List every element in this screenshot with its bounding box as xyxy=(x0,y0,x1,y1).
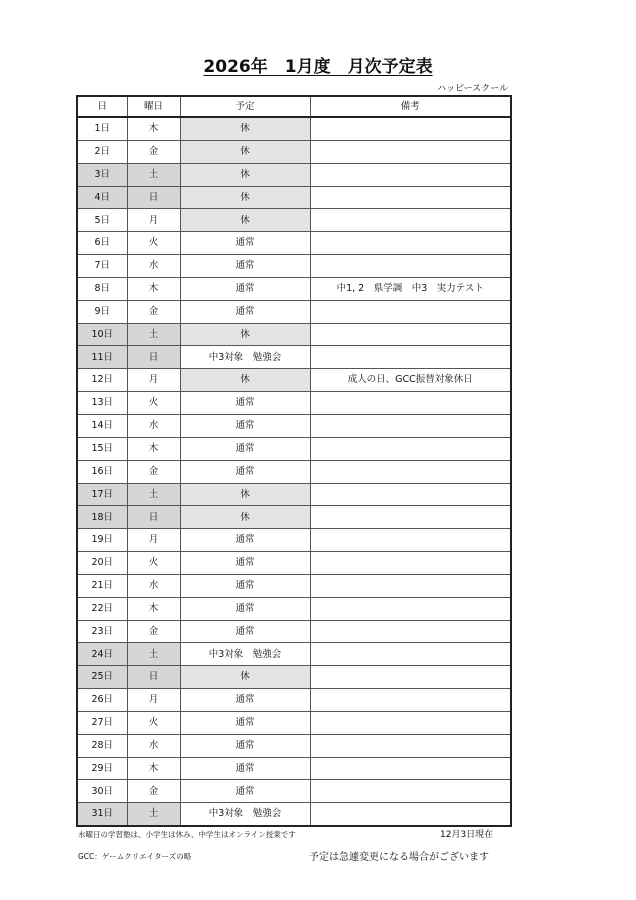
cell-weekday: 月 xyxy=(127,529,180,552)
cell-plan: 休 xyxy=(180,323,310,346)
table-row xyxy=(77,734,511,757)
cell-weekday: 木 xyxy=(127,277,180,300)
table-row xyxy=(77,117,511,140)
as-of-date: 12月3日現在 xyxy=(440,830,494,840)
cell-weekday: 日 xyxy=(127,346,180,369)
cell-plan: 通常 xyxy=(180,780,310,803)
cell-note xyxy=(310,437,511,460)
cell-note xyxy=(310,255,511,278)
table-row xyxy=(77,323,511,346)
cell-note xyxy=(310,552,511,575)
cell-note xyxy=(310,666,511,689)
cell-note xyxy=(310,300,511,323)
cell-note xyxy=(310,346,511,369)
cell-weekday: 木 xyxy=(127,597,180,620)
cell-day: 18日 xyxy=(77,506,127,529)
cell-plan: 通常 xyxy=(180,689,310,712)
cell-weekday: 月 xyxy=(127,369,180,392)
cell-day: 6日 xyxy=(77,232,127,255)
cell-note xyxy=(310,780,511,803)
table-row xyxy=(77,529,511,552)
cell-plan: 通常 xyxy=(180,277,310,300)
cell-note xyxy=(310,620,511,643)
cell-day: 2日 xyxy=(77,140,127,163)
cell-day: 17日 xyxy=(77,483,127,506)
table-row xyxy=(77,666,511,689)
cell-weekday: 金 xyxy=(127,140,180,163)
header-plan: 予定 xyxy=(180,96,310,117)
table-row xyxy=(77,437,511,460)
cell-plan: 中3対象 勉強会 xyxy=(180,346,310,369)
cell-weekday: 水 xyxy=(127,574,180,597)
cell-weekday: 日 xyxy=(127,666,180,689)
cell-plan: 休 xyxy=(180,163,310,186)
cell-weekday: 土 xyxy=(127,163,180,186)
cell-plan: 通常 xyxy=(180,300,310,323)
cell-note xyxy=(310,209,511,232)
header-day: 日 xyxy=(77,96,127,117)
cell-note xyxy=(310,803,511,826)
cell-note xyxy=(310,117,511,140)
table-row xyxy=(77,300,511,323)
cell-weekday: 水 xyxy=(127,734,180,757)
cell-weekday: 月 xyxy=(127,209,180,232)
wednesday-note: 水曜日の学習塾は、小学生は休み、中学生はオンライン授業です xyxy=(78,830,296,839)
cell-day: 10日 xyxy=(77,323,127,346)
cell-day: 16日 xyxy=(77,460,127,483)
table-row xyxy=(77,140,511,163)
cell-day: 8日 xyxy=(77,277,127,300)
cell-note xyxy=(310,232,511,255)
cell-weekday: 木 xyxy=(127,437,180,460)
cell-day: 3日 xyxy=(77,163,127,186)
cell-note xyxy=(310,734,511,757)
cell-plan: 通常 xyxy=(180,255,310,278)
cell-note xyxy=(310,392,511,415)
table-row xyxy=(77,711,511,734)
cell-plan: 休 xyxy=(180,186,310,209)
cell-day: 9日 xyxy=(77,300,127,323)
cell-note xyxy=(310,757,511,780)
cell-plan: 中3対象 勉強会 xyxy=(180,803,310,826)
page-title: 2026年 1月度 月次予定表 xyxy=(203,57,433,77)
header-row xyxy=(77,96,511,117)
schedule-table xyxy=(76,95,512,827)
cell-day: 22日 xyxy=(77,597,127,620)
table-row xyxy=(77,803,511,826)
cell-day: 4日 xyxy=(77,186,127,209)
cell-plan: 通常 xyxy=(180,552,310,575)
cell-plan: 通常 xyxy=(180,437,310,460)
table-row xyxy=(77,414,511,437)
cell-note: 成人の日、GCC振替対象休日 xyxy=(310,369,511,392)
cell-day: 25日 xyxy=(77,666,127,689)
cell-weekday: 火 xyxy=(127,392,180,415)
school-name: ハッピースクール xyxy=(436,84,508,94)
cell-plan: 通常 xyxy=(180,597,310,620)
table-row xyxy=(77,597,511,620)
table-row xyxy=(77,346,511,369)
cell-weekday: 金 xyxy=(127,300,180,323)
cell-day: 27日 xyxy=(77,711,127,734)
cell-weekday: 木 xyxy=(127,117,180,140)
table-row xyxy=(77,163,511,186)
cell-note xyxy=(310,186,511,209)
cell-note xyxy=(310,689,511,712)
cell-weekday: 水 xyxy=(127,255,180,278)
cell-day: 7日 xyxy=(77,255,127,278)
table-row xyxy=(77,506,511,529)
cell-plan: 通常 xyxy=(180,232,310,255)
table-row xyxy=(77,620,511,643)
cell-weekday: 木 xyxy=(127,757,180,780)
cell-day: 29日 xyxy=(77,757,127,780)
cell-note xyxy=(310,323,511,346)
cell-note xyxy=(310,574,511,597)
cell-day: 31日 xyxy=(77,803,127,826)
table-row xyxy=(77,643,511,666)
cell-weekday: 土 xyxy=(127,643,180,666)
cell-note xyxy=(310,414,511,437)
cell-note xyxy=(310,529,511,552)
cell-day: 20日 xyxy=(77,552,127,575)
cell-weekday: 金 xyxy=(127,620,180,643)
cell-note xyxy=(310,140,511,163)
cell-plan: 休 xyxy=(180,140,310,163)
cell-plan: 休 xyxy=(180,369,310,392)
cell-weekday: 火 xyxy=(127,232,180,255)
cell-weekday: 土 xyxy=(127,323,180,346)
cell-weekday: 土 xyxy=(127,803,180,826)
table-row xyxy=(77,209,511,232)
gcc-note: GCC：ゲームクリエイターズの略 xyxy=(78,852,192,861)
cell-note: 中1, 2 県学調 中3 実力テスト xyxy=(310,277,511,300)
cell-plan: 通常 xyxy=(180,711,310,734)
cell-day: 30日 xyxy=(77,780,127,803)
cell-day: 24日 xyxy=(77,643,127,666)
cell-plan: 通常 xyxy=(180,574,310,597)
table-row xyxy=(77,552,511,575)
table-row xyxy=(77,186,511,209)
cell-plan: 休 xyxy=(180,209,310,232)
cell-note xyxy=(310,163,511,186)
cell-plan: 通常 xyxy=(180,620,310,643)
header-note: 備考 xyxy=(310,96,511,117)
table-row xyxy=(77,780,511,803)
cell-plan: 休 xyxy=(180,506,310,529)
cell-note xyxy=(310,460,511,483)
cell-weekday: 火 xyxy=(127,552,180,575)
cell-day: 1日 xyxy=(77,117,127,140)
cell-day: 11日 xyxy=(77,346,127,369)
table-row xyxy=(77,460,511,483)
cell-day: 5日 xyxy=(77,209,127,232)
cell-note xyxy=(310,643,511,666)
cell-plan: 通常 xyxy=(180,460,310,483)
table-row xyxy=(77,483,511,506)
cell-plan: 通常 xyxy=(180,734,310,757)
header-dow: 曜日 xyxy=(127,96,180,117)
cell-plan: 休 xyxy=(180,117,310,140)
cell-note xyxy=(310,483,511,506)
cell-weekday: 月 xyxy=(127,689,180,712)
cell-plan: 通常 xyxy=(180,757,310,780)
cell-day: 28日 xyxy=(77,734,127,757)
cell-note xyxy=(310,506,511,529)
change-note: 予定は急遽変更になる場合がございます xyxy=(309,852,489,863)
cell-note xyxy=(310,711,511,734)
table-row xyxy=(77,369,511,392)
cell-note xyxy=(310,597,511,620)
cell-weekday: 日 xyxy=(127,506,180,529)
cell-plan: 中3対象 勉強会 xyxy=(180,643,310,666)
cell-day: 13日 xyxy=(77,392,127,415)
table-row xyxy=(77,757,511,780)
cell-plan: 通常 xyxy=(180,414,310,437)
cell-weekday: 水 xyxy=(127,414,180,437)
table-row xyxy=(77,574,511,597)
cell-day: 15日 xyxy=(77,437,127,460)
cell-plan: 通常 xyxy=(180,529,310,552)
cell-day: 21日 xyxy=(77,574,127,597)
cell-day: 26日 xyxy=(77,689,127,712)
cell-day: 14日 xyxy=(77,414,127,437)
table-row xyxy=(77,392,511,415)
cell-day: 12日 xyxy=(77,369,127,392)
cell-plan: 休 xyxy=(180,666,310,689)
table-row xyxy=(77,277,511,300)
table-row xyxy=(77,232,511,255)
cell-plan: 通常 xyxy=(180,392,310,415)
cell-weekday: 金 xyxy=(127,460,180,483)
cell-day: 23日 xyxy=(77,620,127,643)
cell-plan: 休 xyxy=(180,483,310,506)
cell-weekday: 日 xyxy=(127,186,180,209)
cell-weekday: 火 xyxy=(127,711,180,734)
cell-weekday: 金 xyxy=(127,780,180,803)
cell-weekday: 土 xyxy=(127,483,180,506)
table-row xyxy=(77,689,511,712)
cell-day: 19日 xyxy=(77,529,127,552)
table-row xyxy=(77,255,511,278)
